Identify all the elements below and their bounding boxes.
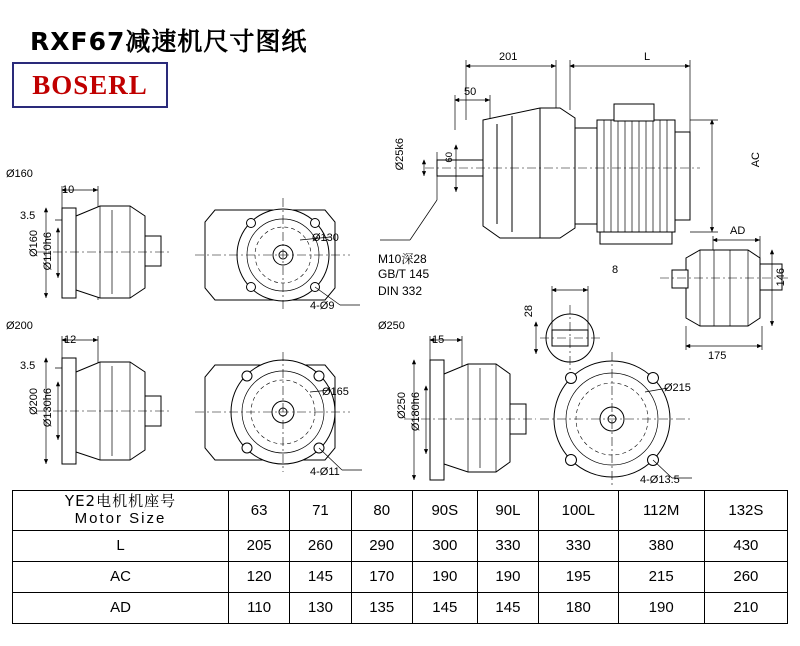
page-title: RXF67减速机尺寸图纸 xyxy=(30,27,308,56)
cell-AC-7: 260 xyxy=(704,561,787,592)
cell-AC-2: 170 xyxy=(351,561,412,592)
dim-d130: Ø130 xyxy=(312,232,339,244)
note-gbt145: GB/T 145 xyxy=(378,267,430,281)
dim-4xd13p5: 4-Ø13.5 xyxy=(640,474,680,486)
table-col-motor-6: 112M xyxy=(618,491,704,531)
spec-table xyxy=(12,490,788,624)
dim-15: 15 xyxy=(432,334,445,346)
note-m10: M10深28 xyxy=(378,252,427,266)
dim-d250: Ø250 xyxy=(396,392,408,419)
label-d200-top: Ø200 xyxy=(6,320,33,332)
table-col-motor-0: 63 xyxy=(229,491,290,531)
cell-AC-5: 195 xyxy=(539,561,619,592)
cell-AD-3: 145 xyxy=(412,592,477,623)
table-row xyxy=(13,561,788,592)
dim-key-28: 28 xyxy=(523,305,535,318)
cell-L-3: 300 xyxy=(412,530,477,561)
cell-AD-2: 135 xyxy=(351,592,412,623)
dim-50: 50 xyxy=(464,86,477,98)
flange250-side-view xyxy=(404,336,536,480)
table-col-motor-3: 90S xyxy=(412,491,477,531)
keyway-section-view xyxy=(536,286,600,372)
dim-d160: Ø160 xyxy=(28,230,40,257)
flange200-side-view xyxy=(36,336,170,464)
dim-key-8: 8 xyxy=(612,264,619,276)
cell-AD-6: 190 xyxy=(618,592,704,623)
table-col-motor-4: 90L xyxy=(477,491,538,531)
flange160-front-view xyxy=(195,198,360,312)
label-d250-top: Ø250 xyxy=(378,320,405,332)
dim-d200: Ø200 xyxy=(28,388,40,415)
dim-10: 10 xyxy=(62,184,75,196)
dim-146: 146 xyxy=(775,268,787,287)
main-assembly-view xyxy=(380,60,718,244)
cell-L-6: 380 xyxy=(618,530,704,561)
cell-AC-0: 120 xyxy=(229,561,290,592)
dim-d165: Ø165 xyxy=(322,386,349,398)
dim-AD: AD xyxy=(730,225,746,237)
cell-AC-3: 190 xyxy=(412,561,477,592)
dim-d215: Ø215 xyxy=(664,382,691,394)
dim-3p5-a: 3.5 xyxy=(20,210,36,222)
row-label-AC: AC xyxy=(13,561,229,592)
table-header-name-cn: YE2电机机座号 xyxy=(64,492,177,510)
cell-AD-5: 180 xyxy=(539,592,619,623)
row-label-L: L xyxy=(13,530,229,561)
table-col-motor-1: 71 xyxy=(290,491,351,531)
cell-L-2: 290 xyxy=(351,530,412,561)
dim-d25k6: Ø25k6 xyxy=(394,138,406,171)
table-header-name xyxy=(13,491,229,531)
table-col-motor-7: 132S xyxy=(704,491,787,531)
dim-175: 175 xyxy=(708,350,727,362)
dim-L: L xyxy=(644,51,651,63)
logo-text: BOSERL xyxy=(32,69,148,100)
flange250-front-view xyxy=(540,352,692,486)
cell-L-5: 330 xyxy=(539,530,619,561)
cell-L-1: 260 xyxy=(290,530,351,561)
cell-L-7: 430 xyxy=(704,530,787,561)
dim-d110h6: Ø110h6 xyxy=(42,232,54,271)
cell-L-4: 330 xyxy=(477,530,538,561)
dim-AC: AC xyxy=(750,152,762,168)
dim-201: 201 xyxy=(499,51,518,63)
dim-4xd11: 4-Ø11 xyxy=(310,466,340,478)
flange200-front-view xyxy=(195,352,362,472)
dim-d180h6: Ø180h6 xyxy=(410,392,422,432)
note-din332: DIN 332 xyxy=(378,284,423,298)
cell-AC-1: 145 xyxy=(290,561,351,592)
cell-AC-4: 190 xyxy=(477,561,538,592)
side-view-right xyxy=(660,236,790,350)
dim-d130h6: Ø130h6 xyxy=(42,388,54,428)
cell-AD-1: 130 xyxy=(290,592,351,623)
cell-AD-7: 210 xyxy=(704,592,787,623)
table-col-motor-5: 100L xyxy=(539,491,619,531)
dim-3p5-b: 3.5 xyxy=(20,360,36,372)
label-d160-top: Ø160 xyxy=(6,168,33,180)
dim-60: 60 xyxy=(444,152,455,163)
table-col-motor-2: 80 xyxy=(351,491,412,531)
flange160-side-view xyxy=(36,186,170,300)
table-header-name-en: Motor Size xyxy=(74,510,167,528)
table-row xyxy=(13,592,788,623)
dim-12: 12 xyxy=(64,334,77,346)
cell-AD-4: 145 xyxy=(477,592,538,623)
table-row xyxy=(13,530,788,561)
cell-AD-0: 110 xyxy=(229,592,290,623)
cell-L-0: 205 xyxy=(229,530,290,561)
row-label-AD: AD xyxy=(13,592,229,623)
cell-AC-6: 215 xyxy=(618,561,704,592)
dim-4xd9: 4-Ø9 xyxy=(310,300,335,312)
